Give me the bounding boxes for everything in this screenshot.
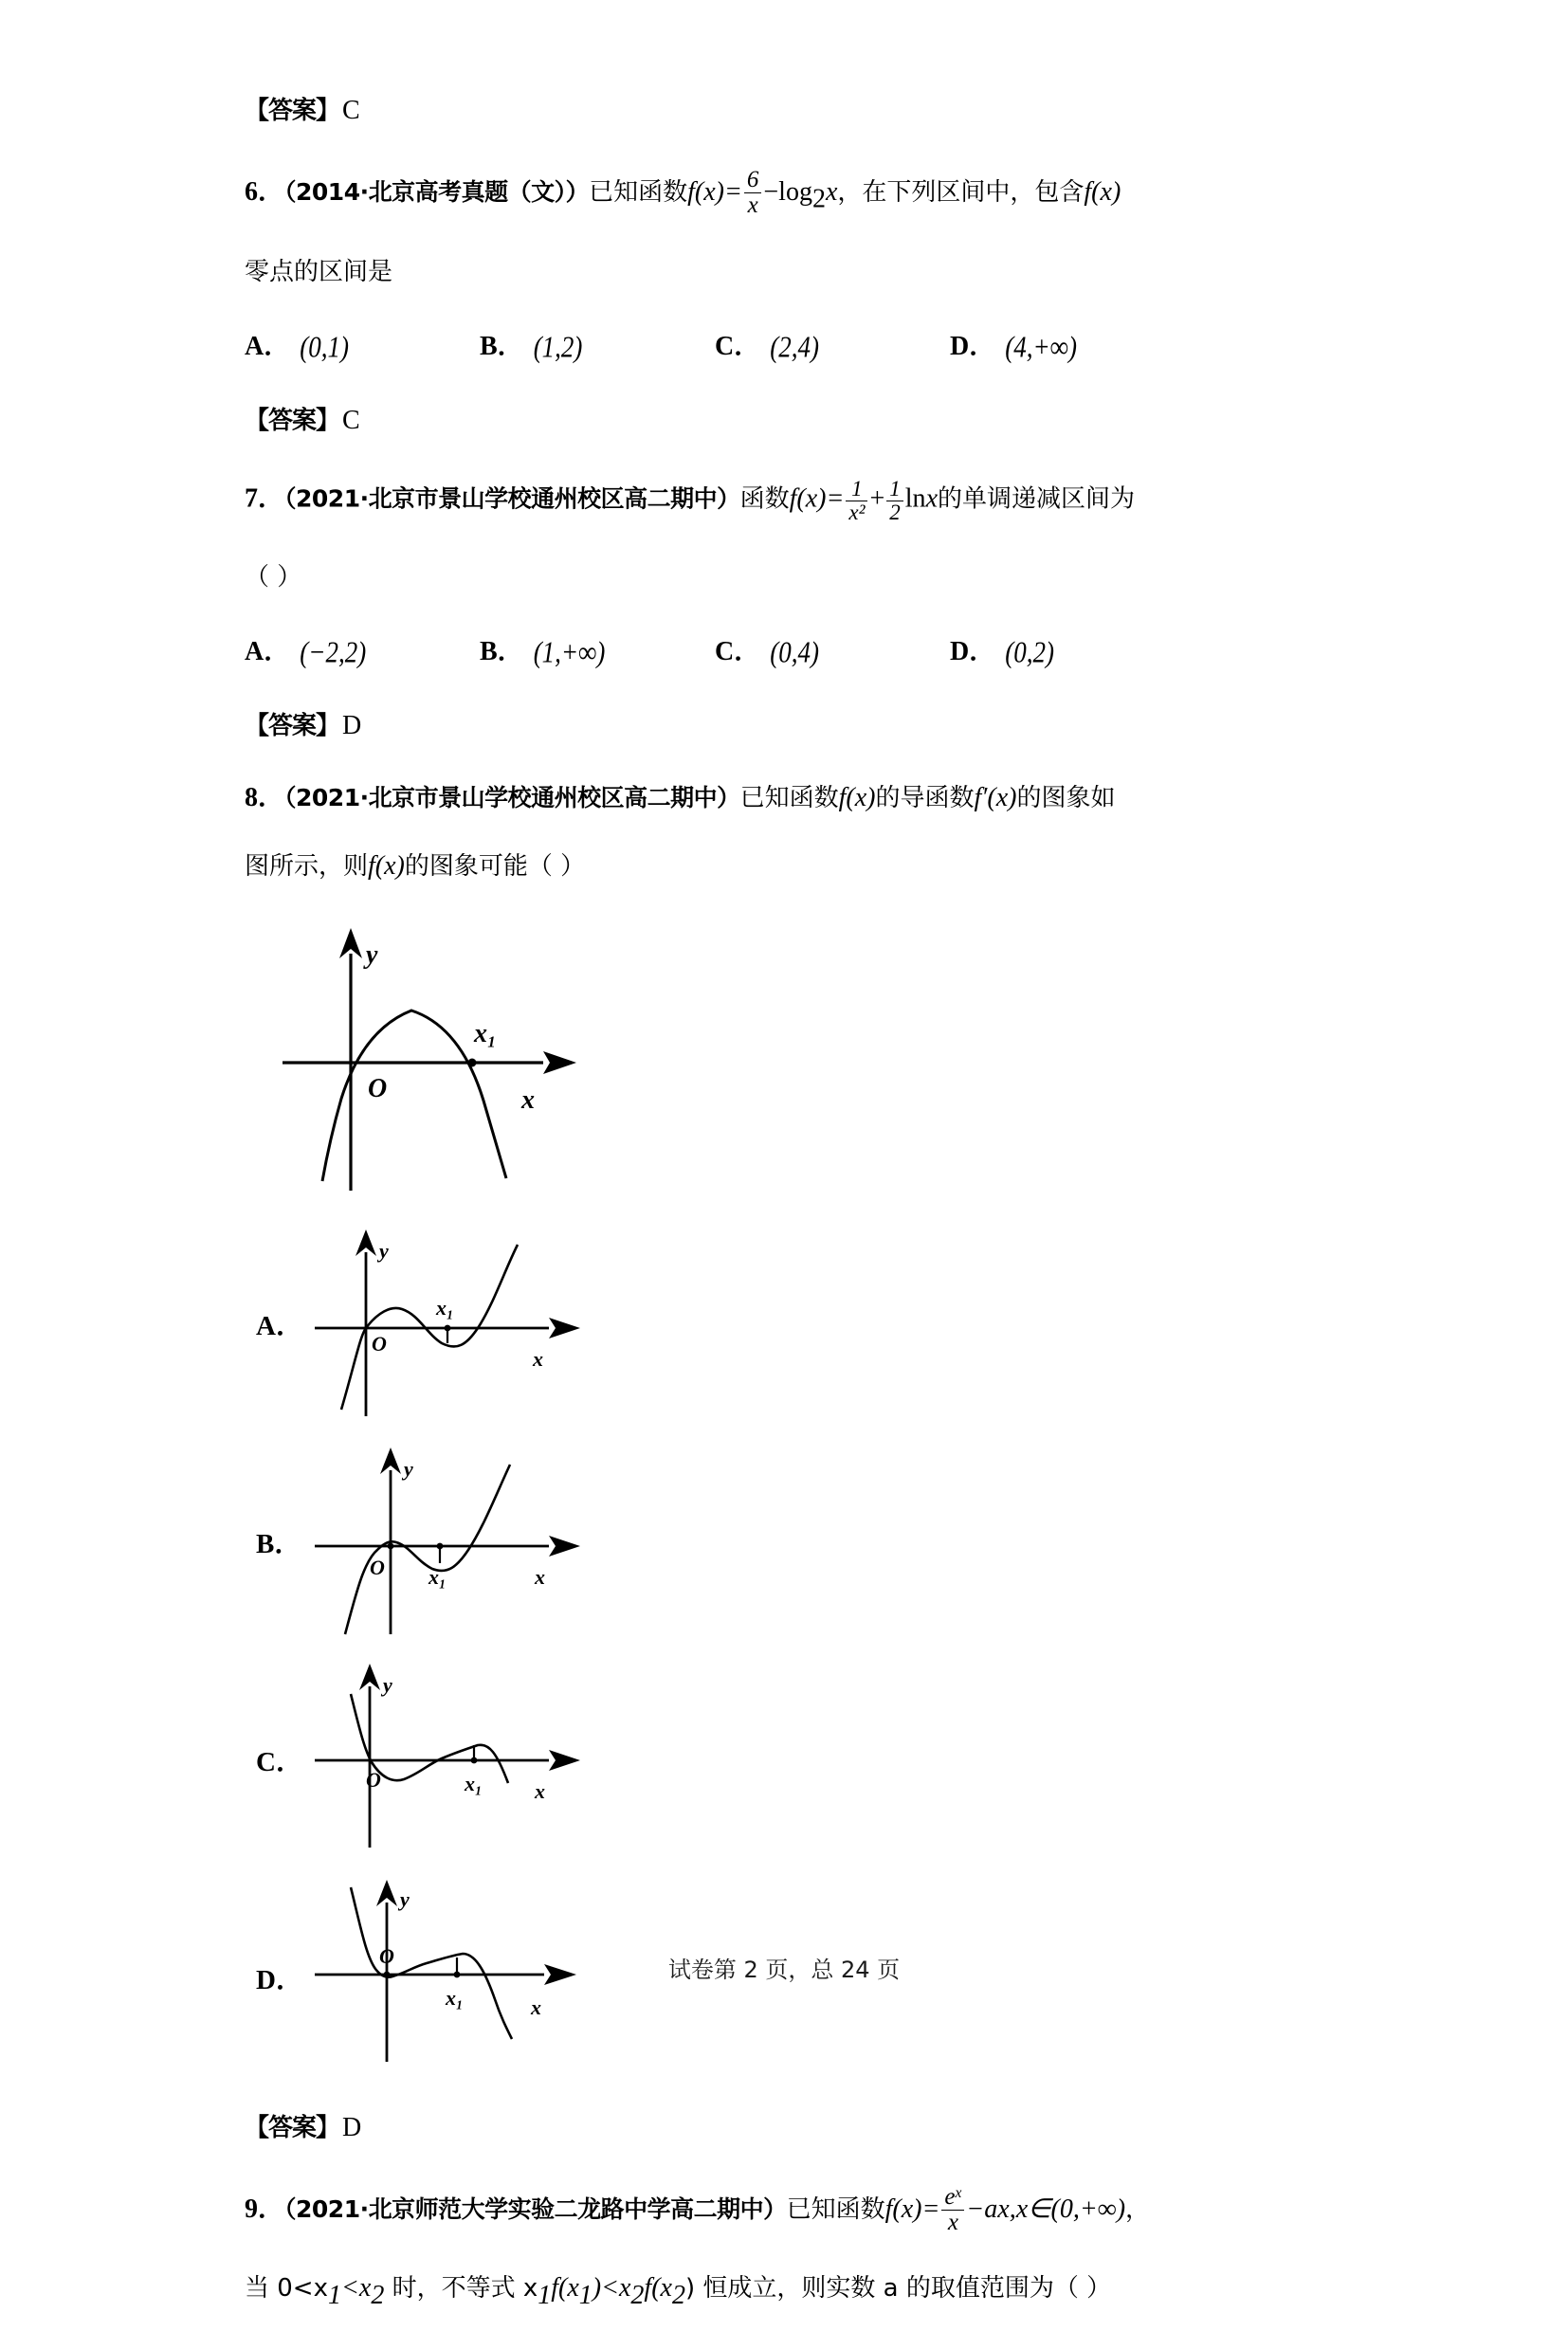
question-8-line2-part2: 的图象可能（ ） bbox=[404, 852, 586, 882]
x-axis-label: x bbox=[535, 1565, 545, 1590]
question-8-fpx: f′(x) bbox=[974, 783, 1017, 813]
q9-l2-s3: 1 bbox=[538, 2280, 552, 2310]
origin-label: O bbox=[379, 1944, 394, 1969]
option-b-letter: B． bbox=[256, 1529, 302, 1560]
question-6-source: （2014·北京高考真题（文）） bbox=[284, 177, 590, 206]
question-7-stem bbox=[245, 478, 1335, 524]
answer-value-q7: D bbox=[342, 711, 362, 741]
question-9-stem-line2 bbox=[245, 2273, 1335, 2311]
y-axis-label: y bbox=[400, 1887, 410, 1912]
question-6-stem bbox=[245, 168, 1335, 219]
q9-l2-p5: )<x bbox=[592, 2273, 631, 2303]
q9-l2-s1: 1 bbox=[327, 2280, 341, 2310]
question-6-number: 6． bbox=[245, 176, 285, 207]
option-d-letter: D． bbox=[256, 1965, 303, 1996]
answer-line-q6 bbox=[245, 401, 1335, 436]
option-b-graph-svg bbox=[307, 1440, 601, 1644]
answer-line-previous bbox=[245, 91, 1335, 126]
question-6-fx2: f(x) bbox=[1084, 176, 1121, 207]
option-b-value: (1,2) bbox=[533, 329, 583, 364]
question-6-log-arg: x bbox=[825, 176, 838, 207]
option-a-letter: A． bbox=[256, 1311, 303, 1342]
question-9-stem-1: 已知函数 bbox=[786, 2194, 885, 2224]
q9-l2-p7: ) 恒成立，则实数 a 的取值范围为（ ） bbox=[684, 2274, 1112, 2303]
x-axis-label: x bbox=[521, 1084, 535, 1115]
origin-label: O bbox=[368, 1073, 388, 1103]
page-footer: 试卷第 2 页，总 24 页 bbox=[667, 1957, 901, 1983]
answer-line-q8 bbox=[245, 2108, 1335, 2143]
y-axis-arrow-icon bbox=[359, 1664, 380, 1690]
y-axis-label: y bbox=[366, 939, 378, 970]
question-7-number: 7． bbox=[245, 483, 285, 514]
q9-l2-s5: 2 bbox=[630, 2280, 645, 2310]
option-c-letter: C． bbox=[715, 331, 761, 361]
option-b[interactable] bbox=[480, 630, 715, 668]
question-9-stem-2: −ax,x∈(0,+∞) bbox=[966, 2194, 1126, 2224]
origin-label: O bbox=[370, 1556, 385, 1580]
origin-point bbox=[388, 1543, 394, 1550]
question-6-log: log bbox=[778, 176, 812, 207]
option-c-value: (2,4) bbox=[770, 329, 819, 364]
option-c-graph-svg bbox=[307, 1658, 601, 1862]
root-point-x1 bbox=[468, 1058, 477, 1066]
answer-line-q7 bbox=[245, 706, 1335, 741]
option-d-letter: D． bbox=[950, 637, 996, 667]
question-6-fx: f(x)= bbox=[687, 176, 742, 207]
option-b-letter: B． bbox=[480, 637, 524, 667]
question-7-stem-after: 的单调递减区间为 bbox=[938, 484, 1136, 514]
x1-label: x₁ bbox=[446, 1986, 464, 2011]
origin-label: O bbox=[372, 1332, 387, 1357]
question-7-source: （2021·北京市景山学校通州校区高二期中） bbox=[284, 484, 740, 513]
question-8-stem-2: 的导函数 bbox=[875, 784, 975, 813]
answer-label: 【答案】 bbox=[245, 712, 340, 741]
x1-label: x₁ bbox=[436, 1296, 454, 1320]
question-8-number: 8． bbox=[245, 783, 285, 813]
question-7-blank-parens: （ ） bbox=[245, 562, 302, 592]
option-c[interactable] bbox=[715, 325, 950, 363]
question-7-stem-line2 bbox=[245, 562, 1335, 592]
x-axis-label: x bbox=[533, 1347, 543, 1372]
question-9-stem bbox=[245, 2185, 1335, 2236]
answer-value-q6: C bbox=[342, 405, 360, 435]
x1-label: x₁ bbox=[474, 1018, 497, 1048]
x-axis-label: x bbox=[531, 1995, 541, 2020]
option-a-value: (0,1) bbox=[300, 329, 349, 364]
option-a-letter: A． bbox=[245, 331, 291, 361]
question-8-stem-3: 的图象如 bbox=[1016, 784, 1116, 813]
question-8-option-b[interactable] bbox=[248, 1433, 793, 1651]
question-8-main-figure bbox=[273, 920, 1335, 1200]
question-6-options bbox=[245, 325, 1335, 363]
option-a-graph-svg bbox=[307, 1222, 601, 1426]
question-6-fraction: $\frac{6}{x}$ bbox=[744, 168, 762, 219]
page-content bbox=[245, 91, 1335, 2349]
q9-l2-p4: f(x bbox=[551, 2273, 579, 2303]
question-9-fraction: $\frac{e^x}{x}$ bbox=[941, 2185, 964, 2236]
q9-l2-p6: f(x bbox=[644, 2273, 672, 2303]
question-9-stem-3: ， bbox=[1125, 2194, 1151, 2224]
question-8-option-c[interactable] bbox=[248, 1651, 793, 1869]
x1-label: x₁ bbox=[428, 1565, 447, 1590]
question-8-line2-part1: 图所示，则 bbox=[245, 852, 369, 882]
answer-label: 【答案】 bbox=[245, 2113, 340, 2142]
y-axis-arrow-icon bbox=[380, 1448, 401, 1474]
question-7-stem-before: 函数 bbox=[739, 484, 790, 514]
question-8-fx: f(x) bbox=[838, 783, 876, 813]
answer-value-q8: D bbox=[342, 2112, 362, 2142]
q9-l2-s2: 2 bbox=[371, 2280, 385, 2310]
q9-l2-p1: 当 0<x bbox=[245, 2274, 328, 2303]
option-a[interactable] bbox=[245, 325, 480, 363]
question-7-ln-arg: x bbox=[925, 483, 938, 514]
origin-label: O bbox=[366, 1768, 381, 1793]
option-d-value: (4,+∞) bbox=[1005, 329, 1077, 364]
question-7-fraction-1: $\frac{1}{\text{x²}}$ bbox=[846, 478, 867, 524]
y-axis-arrow-icon bbox=[356, 1229, 376, 1256]
q9-l2-p3: 时，不等式 x bbox=[384, 2274, 538, 2303]
question-7-fraction-2: $\frac{1}{2}$ bbox=[886, 478, 903, 524]
option-d[interactable] bbox=[950, 630, 1185, 668]
question-9-fx: f(x)= bbox=[884, 2194, 940, 2224]
question-6-line2-text: 零点的区间是 bbox=[245, 257, 393, 286]
x-axis-arrow-icon bbox=[549, 1318, 580, 1338]
question-8-stem bbox=[245, 783, 1335, 813]
option-a[interactable] bbox=[245, 630, 480, 668]
question-6-log-base: 2 bbox=[811, 184, 826, 214]
question-7-options bbox=[245, 630, 1335, 668]
question-8-option-a[interactable] bbox=[248, 1215, 793, 1433]
x1-label: x₁ bbox=[465, 1772, 483, 1796]
x-axis-arrow-icon bbox=[543, 1051, 576, 1074]
option-b-value: (1,+∞) bbox=[533, 635, 606, 669]
option-d[interactable] bbox=[950, 325, 1185, 363]
question-8-stem-line2 bbox=[245, 851, 1335, 882]
option-c-letter: C． bbox=[256, 1747, 303, 1778]
answer-value: C bbox=[342, 96, 360, 125]
question-9-number: 9． bbox=[245, 2194, 285, 2224]
option-c-letter: C． bbox=[715, 637, 761, 667]
question-6-minus: − bbox=[763, 176, 779, 207]
question-7-fx: f(x)= bbox=[789, 483, 845, 514]
question-9-source: （2021·北京师范大学实验二龙路中学高二期中） bbox=[284, 2194, 787, 2223]
q9-l2-s4: 1 bbox=[578, 2280, 593, 2310]
y-axis-label: y bbox=[404, 1457, 413, 1482]
x-axis-label: x bbox=[535, 1779, 545, 1804]
x-axis-arrow-icon bbox=[549, 1536, 580, 1557]
option-b[interactable] bbox=[480, 325, 715, 363]
answer-label: 【答案】 bbox=[245, 406, 340, 435]
y-axis-label: y bbox=[383, 1673, 392, 1698]
option-b-letter: B． bbox=[480, 331, 524, 361]
question-6-stem-before: 已知函数 bbox=[589, 177, 688, 207]
y-axis-label: y bbox=[379, 1239, 389, 1264]
option-d-letter: D． bbox=[950, 331, 996, 361]
derivative-graph-svg bbox=[273, 920, 576, 1195]
question-8-source: （2021·北京市景山学校通州校区高二期中） bbox=[284, 784, 740, 812]
option-d-value: (0,2) bbox=[1005, 635, 1054, 669]
cubic-curve bbox=[345, 1465, 510, 1634]
q9-l2-s6: 2 bbox=[671, 2280, 685, 2310]
question-9-frac-num: $e^x$ bbox=[944, 2183, 962, 2210]
option-c[interactable] bbox=[715, 630, 950, 668]
question-7-plus: + bbox=[869, 483, 885, 514]
option-a-value: (−2,2) bbox=[300, 635, 367, 669]
question-8-stem-1: 已知函数 bbox=[739, 784, 839, 813]
question-7-ln: ln bbox=[904, 483, 926, 514]
option-a-letter: A． bbox=[245, 637, 291, 667]
question-6-stem-line2 bbox=[245, 257, 1335, 287]
answer-label: 【答案】 bbox=[245, 97, 340, 125]
question-6-stem-after: ，在下列区间中，包含 bbox=[837, 177, 1085, 207]
x-axis-arrow-icon bbox=[549, 1750, 580, 1771]
question-8-line2-fx: f(x) bbox=[368, 851, 405, 882]
q9-l2-p2: <x bbox=[340, 2273, 372, 2303]
option-c-value: (0,4) bbox=[770, 635, 819, 669]
y-axis-arrow-icon bbox=[376, 1880, 397, 1906]
